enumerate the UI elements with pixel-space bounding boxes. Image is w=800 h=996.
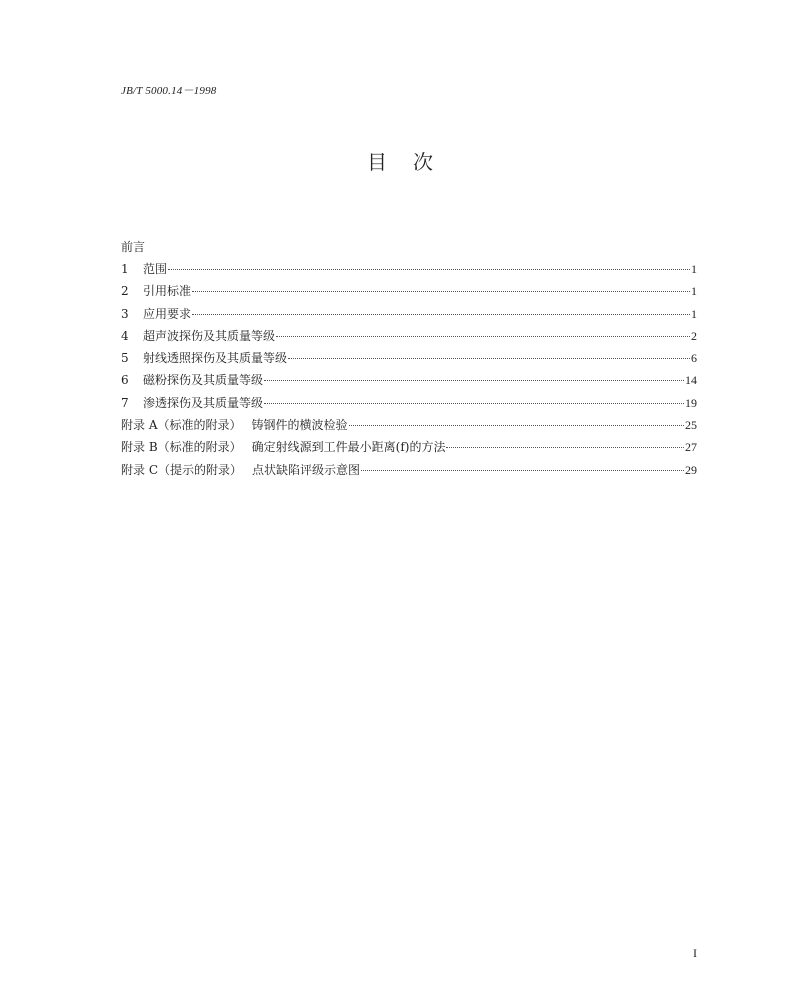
toc-item-title: 超声波探伤及其质量等级 [143, 328, 276, 343]
toc-item-magnetic-particle-testing[interactable] [121, 369, 697, 391]
toc-item-page: 27 [685, 440, 697, 455]
toc-preface-item[interactable]: 前言 [121, 240, 146, 254]
toc-item-title: 铸钢件的横波检验 [251, 418, 348, 433]
dot-leader [361, 470, 684, 471]
toc-item-appendix-c[interactable] [121, 459, 697, 481]
dot-leader [192, 291, 690, 292]
toc-item-title: 确定射线源到工件最小距离(f)的方法 [251, 440, 446, 455]
toc-appendix-label: 附录 A（标准的附录） [121, 418, 242, 433]
toc-item-number: 7 [121, 395, 129, 410]
toc-item-number: 6 [121, 373, 129, 388]
dot-leader [446, 447, 684, 448]
toc-item-application-requirements[interactable] [121, 303, 697, 325]
toc-item-page: 25 [685, 418, 697, 433]
toc-item-page: 1 [691, 262, 697, 276]
toc-item-number: 5 [121, 351, 129, 366]
toc-item-title: 范围 [143, 262, 168, 276]
toc-item-ultrasonic-testing[interactable] [121, 325, 697, 347]
toc-item-number: 1 [121, 262, 129, 276]
toc-item-page: 14 [685, 373, 697, 388]
dot-leader [192, 314, 690, 315]
toc-item-number: 2 [121, 284, 129, 299]
dot-leader [264, 403, 684, 404]
dot-leader [276, 336, 690, 337]
toc-item-title: 引用标准 [143, 284, 192, 299]
toc-item-page: 6 [691, 351, 697, 366]
dot-leader [168, 269, 690, 270]
standard-code: JB/T 5000.14－1998 [121, 85, 217, 97]
dot-leader [349, 425, 685, 426]
page-number: I [693, 946, 697, 960]
toc-item-title: 应用要求 [143, 306, 192, 321]
toc-item-title: 点状缺陷评级示意图 [252, 462, 361, 477]
toc-item-radiographic-testing[interactable] [121, 347, 697, 369]
toc-item-normative-references[interactable] [121, 280, 697, 302]
toc-item-appendix-b[interactable] [121, 436, 697, 458]
toc-item-title: 渗透探伤及其质量等级 [143, 395, 264, 410]
toc-item-title: 磁粉探伤及其质量等级 [143, 373, 264, 388]
toc-item-page: 1 [691, 284, 697, 299]
toc-item-appendix-a[interactable] [121, 414, 697, 436]
toc-item-scope[interactable] [121, 258, 697, 280]
toc-item-number: 4 [121, 328, 129, 343]
page-title: 目次 [367, 150, 459, 174]
dot-leader [264, 380, 684, 381]
toc-appendix-label: 附录 B（标准的附录） [121, 440, 242, 455]
toc-item-page: 2 [691, 328, 697, 343]
toc-item-page: 19 [685, 395, 697, 410]
toc-item-title: 射线透照探伤及其质量等级 [143, 351, 288, 366]
toc-item-page: 1 [691, 306, 697, 321]
table-of-contents [121, 236, 697, 481]
dot-leader [288, 358, 690, 359]
toc-item-page: 29 [685, 462, 697, 477]
toc-appendix-label: 附录 C（提示的附录） [121, 462, 242, 477]
toc-item-number: 3 [121, 306, 129, 321]
toc-item-penetrant-testing[interactable] [121, 392, 697, 414]
